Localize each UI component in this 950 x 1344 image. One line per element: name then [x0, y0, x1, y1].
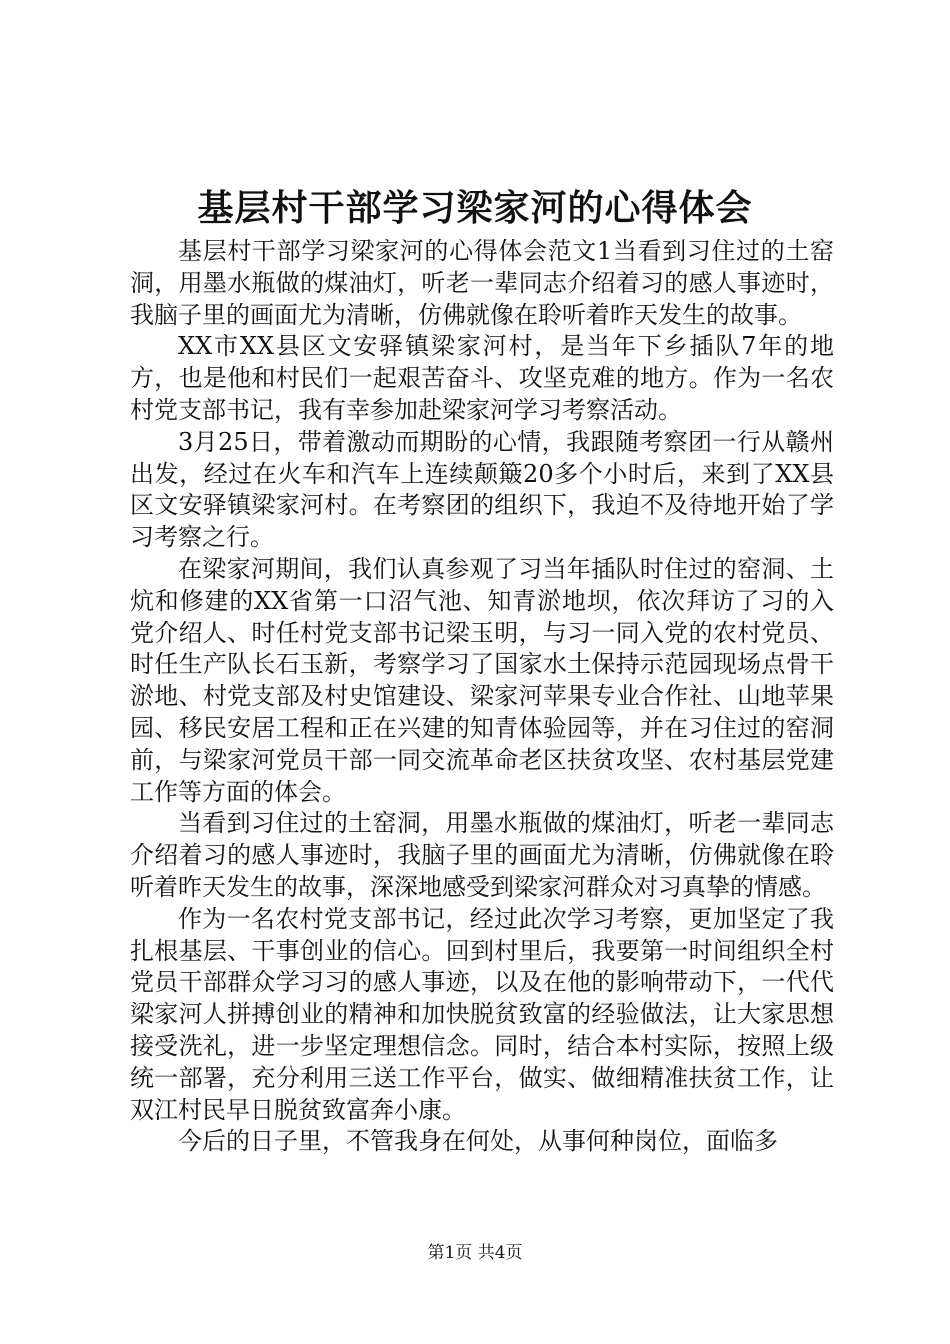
page-number-footer: 第1页 共4页 [427, 1243, 523, 1263]
document-title: 基层村干部学习梁家河的心得体会 [197, 187, 753, 229]
paragraph: 当看到习住过的土窑洞，用墨水瓶做的煤油灯，听老一辈同志介绍着习的感人事迹时，我脑子里的画面尤为清晰，仿佛就像在聆听着昨天发生的故事，深深地感受到梁家河群众对习真挚的情感。 [130, 809, 834, 901]
paragraph: 作为一名农村党支部书记，经过此次学习考察，更加坚定了我扎根基层、干事创业的信心。回到村里后，我要第一时间组织全村党员干部群众学习习的感人事迹，以及在他的影响带动下，一代代梁家河人拼搏创业的精神和加快脱贫致富的经验做法，让大家思想接受洗礼，进一步坚定理想信念。同时，结合本村实际，按照上级统一部署，充分利用三送工作平台，做实、做细精准扶贫工作，让双江村民早日脱贫致富奔小康。 [130, 904, 834, 1124]
document-body [130, 236, 834, 1158]
paragraph: 今后的日子里，不管我身在何处，从事何种岗位，面临多 [178, 1127, 778, 1156]
paragraph: 3月25日，带着激动而期盼的心情，我跟随考察团一行从赣州出发，经过在火车和汽车上连续颠簸20多个小时后，来到了XX县区文安驿镇梁家河村。在考察团的组织下，我迫不及待地开始了学习考察之行。 [130, 427, 834, 552]
paragraph: 在梁家河期间，我们认真参观了习当年插队时住过的窑洞、土炕和修建的XX省第一口沼气池、知青淤地坝，依次拜访了习的入党介绍人、时任村党支部书记梁玉明，与习一同入党的农村党员、时任生产队长石玉新，考察学习了国家水土保持示范园现场点骨干淤地、村党支部及村史馆建设、梁家河苹果专业合作社、山地苹果园、移民安居工程和正在兴建的知青体验园等，并在习住过的窑洞前，与梁家河党员干部一同交流革命老区扶贫攻坚、农村基层党建工作等方面的体会。 [130, 554, 834, 806]
paragraph: 基层村干部学习梁家河的心得体会范文1当看到习住过的土窑洞，用墨水瓶做的煤油灯，听老一辈同志介绍着习的感人事迹时，我脑子里的画面尤为清晰，仿佛就像在聆听着昨天发生的故事。 [130, 237, 834, 329]
paragraph: XX市XX县区文安驿镇梁家河村，是当年下乡插队7年的地方，也是他和村民们一起艰苦奋斗、攻坚克难的地方。作为一名农村党支部书记，我有幸参加赴梁家河学习考察活动。 [130, 332, 834, 424]
